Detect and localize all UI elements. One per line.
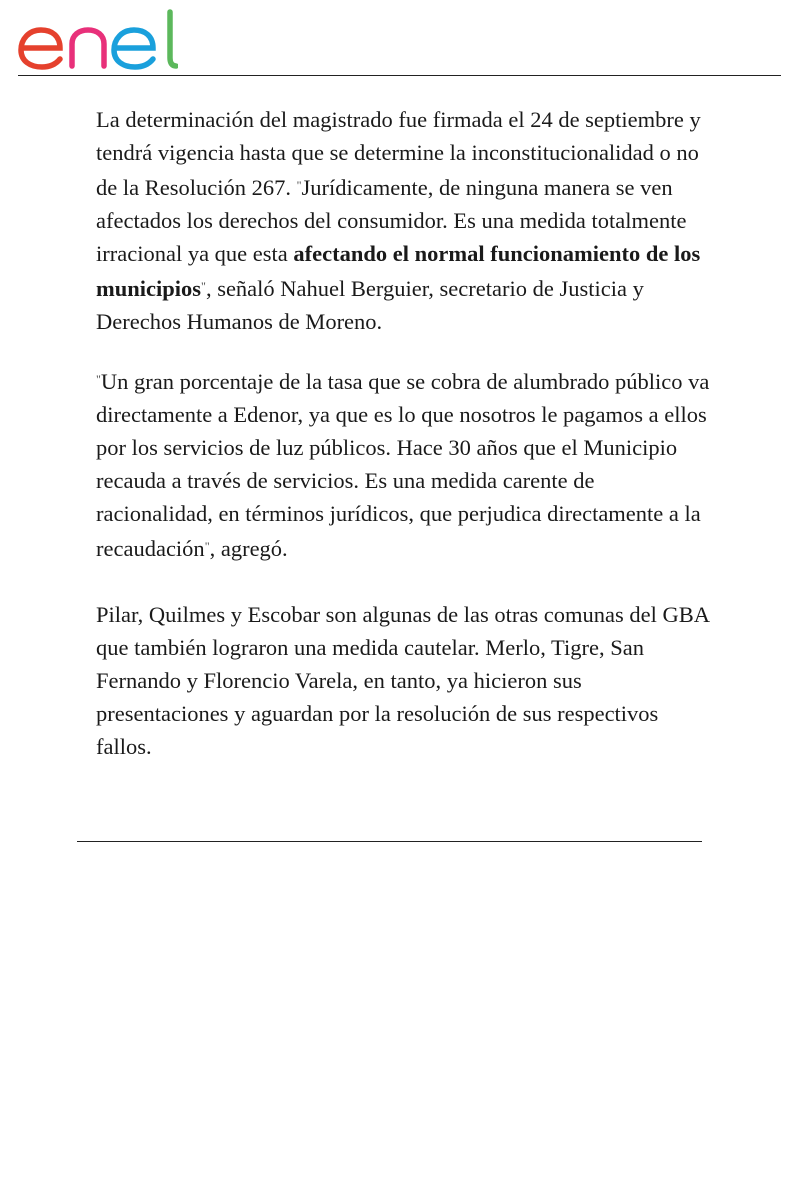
paragraph-2-attribution: , agregó.	[209, 536, 288, 561]
open-quote: "	[296, 178, 302, 192]
article-divider	[77, 841, 702, 842]
paragraph-1-attribution: , señaló Nahuel Berguier, secretario de Justicia y Derechos Humanos de Moreno.	[96, 276, 644, 334]
article-paragraph-1	[96, 103, 716, 338]
article-paragraph-2	[96, 363, 716, 565]
open-quote: "	[96, 372, 101, 386]
paragraph-1-bold-quote: afectando el normal funcionamiento de los municipios	[96, 241, 701, 301]
close-quote: "	[204, 539, 210, 553]
article-body	[96, 103, 716, 763]
paragraph-1-quote: Jurídicamente, de ninguna manera se ven afectados los derechos del consumidor. Es una medida totalmente irracional ya que esta	[96, 175, 687, 266]
enel-logo[interactable]	[18, 8, 178, 70]
close-quote: "	[201, 279, 206, 293]
site-header	[18, 0, 781, 76]
paragraph-2-quote: Un gran porcentaje de la tasa que se cobra de alumbrado público va directamente a Edenor, ya que es lo que nosotros le pagamos a ellos por los servicios de luz públicos. Hace 30 años que el Municipio recauda a través de servicios. Es una medida carente de racionalidad, en términos jurídicos, que perjudica directamente a la recaudación	[96, 369, 710, 561]
article-paragraph-3: Pilar, Quilmes y Escobar son algunas de las otras comunas del GBA que también lograron una medida cautelar. Merlo, Tigre, San Fernando y Florencio Varela, en tanto, ya hicieron sus presentaciones y aguardan por la resolución de sus respectivos fallos.	[96, 602, 709, 759]
paragraph-1-intro: La determinación del magistrado fue firmada el 24 de septiembre y tendrá vigencia hasta que se determine la inconstitucionalidad o no de la Resolución 267.	[96, 107, 701, 200]
